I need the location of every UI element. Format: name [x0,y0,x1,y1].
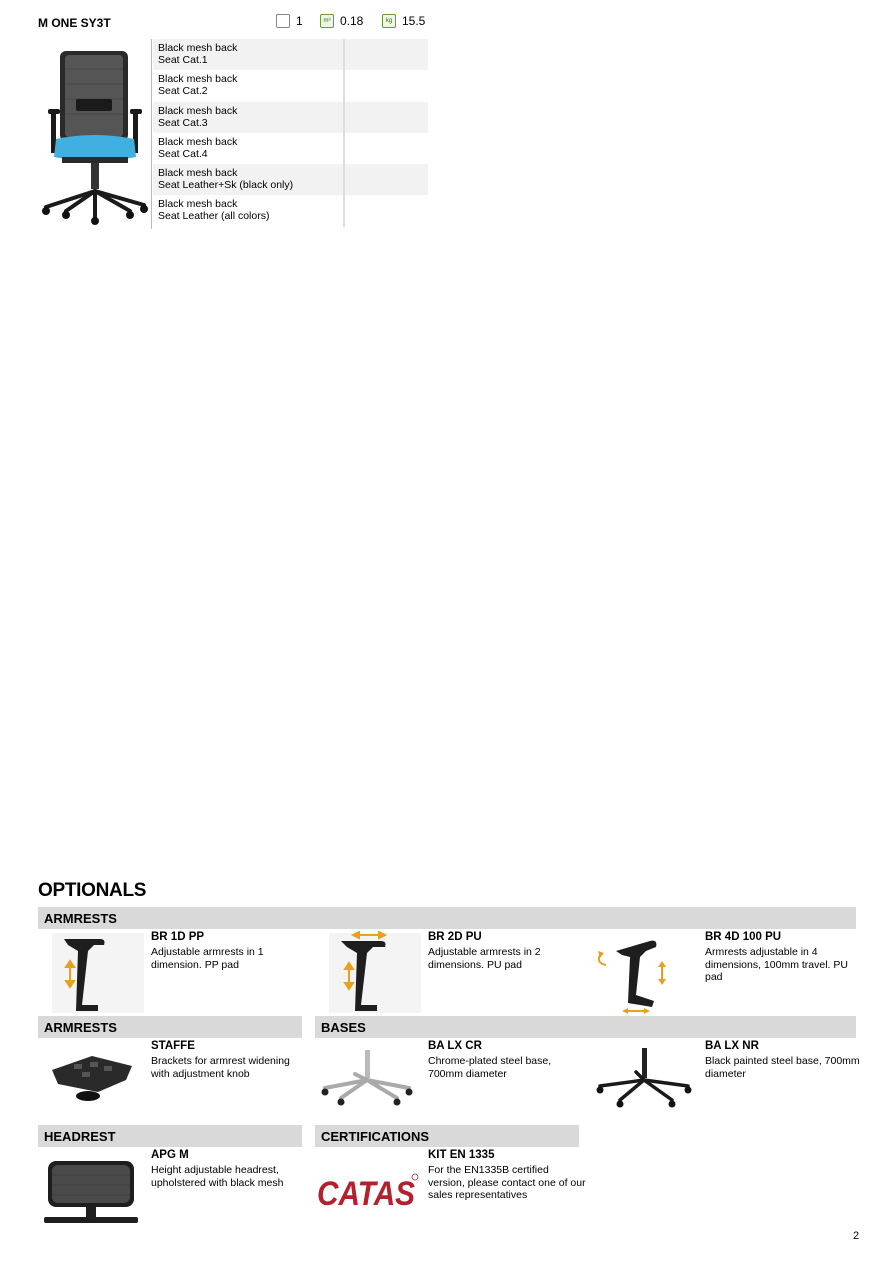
optional-item [592,929,867,1017]
spec-value: 1 [296,14,303,28]
table-row [153,70,428,101]
variant-price [345,39,428,70]
optional-desc: Adjustable armrests in 1 dimension. PP pad [151,946,264,971]
variant-back: Black mesh back [158,198,238,211]
optional-code: STAFFE [151,1040,195,1052]
section-certifications: CERTIFICATIONS [315,1125,579,1147]
armrest-2d-icon [315,931,423,1015]
variant-seat: Seat Cat.1 [158,54,208,66]
spec-value: 15.5 [402,14,426,28]
optional-code: BR 2D PU [428,931,482,943]
optional-desc: Armrests adjustable in 4 dimensions, 100mm travel. PU pad [705,946,848,983]
optional-item [592,1038,867,1126]
chair-image [38,39,152,229]
variant-price [345,195,428,226]
variant-back: Black mesh back [158,42,238,54]
optional-code: KIT EN 1335 [428,1149,495,1161]
volume-m2-icon: m³ [320,14,334,28]
variant-desc [153,39,345,70]
optional-item [315,929,590,1017]
optional-desc: Black painted steel base, 700mm diameter [705,1055,860,1080]
catas-logo-text: CATAS [317,1175,416,1213]
section-armrests: ARMRESTS [38,907,856,929]
variant-desc [153,102,345,133]
optional-item [315,1147,590,1235]
optional-item [38,1147,313,1235]
headrest-icon [38,1149,146,1233]
optional-item [315,1038,590,1126]
chrome-base-icon [315,1040,423,1124]
optional-desc: Height adjustable headrest, upholstered with black mesh [151,1164,284,1189]
armrest-1d-icon [38,931,146,1015]
variant-desc [153,164,345,195]
optional-code: BR 4D 100 PU [705,931,782,943]
office-chair-icon [38,39,152,229]
variant-back: Black mesh back [158,104,238,117]
optional-desc: Adjustable armrests in 2 dimensions. PU pad [428,946,541,971]
variant-price [345,133,428,164]
spec-weight [382,14,425,28]
variant-seat: Seat Cat.3 [158,116,208,129]
variant-desc [153,70,345,101]
black-base-icon [592,1040,700,1124]
spec-value: 0.18 [340,14,364,28]
variant-price [345,70,428,101]
variant-desc [153,195,345,226]
variants-table [153,39,428,227]
optional-desc: Chrome-plated steel base, 700mm diameter [428,1055,552,1080]
variant-back: Black mesh back [158,167,238,180]
variant-back: Black mesh back [158,73,238,86]
variant-seat: Seat Cat.2 [158,85,208,98]
section-armrests: ARMRESTS [38,1016,302,1038]
optionals-title: OPTIONALS [38,880,147,901]
optional-item [38,1038,313,1126]
variant-price [345,102,428,133]
optional-code: BR 1D PP [151,931,205,943]
spec-volume [320,14,363,28]
section-headrest: HEADREST [38,1125,302,1147]
optional-desc: Brackets for armrest widening with adjustment knob [151,1055,290,1080]
table-row [153,39,428,70]
variant-back: Black mesh back [158,135,238,148]
page-number: 2 [853,1230,860,1242]
optional-code: BA LX NR [705,1040,759,1052]
table-row [153,102,428,133]
product-code: M ONE SY3T [38,16,111,30]
variant-seat: Seat Cat.4 [158,147,208,160]
catas-logo [315,1149,423,1233]
product-header [38,12,428,38]
variant-desc [153,133,345,164]
variant-seat: Seat Leather+Sk (black only) [158,179,294,192]
optional-code: BA LX CR [428,1040,482,1052]
weight-kg-icon: kg [382,14,396,28]
package-icon [276,14,290,28]
table-row [153,195,428,226]
section-bases: BASES [315,1016,856,1038]
optional-desc: For the EN1335B certified version, please contact one of our sales representatives [428,1164,586,1201]
optional-item [38,929,313,1017]
optional-code: APG M [151,1149,189,1161]
armrest-bracket-icon [38,1040,146,1124]
variant-price [345,164,428,195]
spec-packages [276,14,303,28]
variant-seat: Seat Leather (all colors) [158,210,270,223]
table-row [153,164,428,195]
table-row [153,133,428,164]
armrest-4d-icon [592,931,700,1015]
